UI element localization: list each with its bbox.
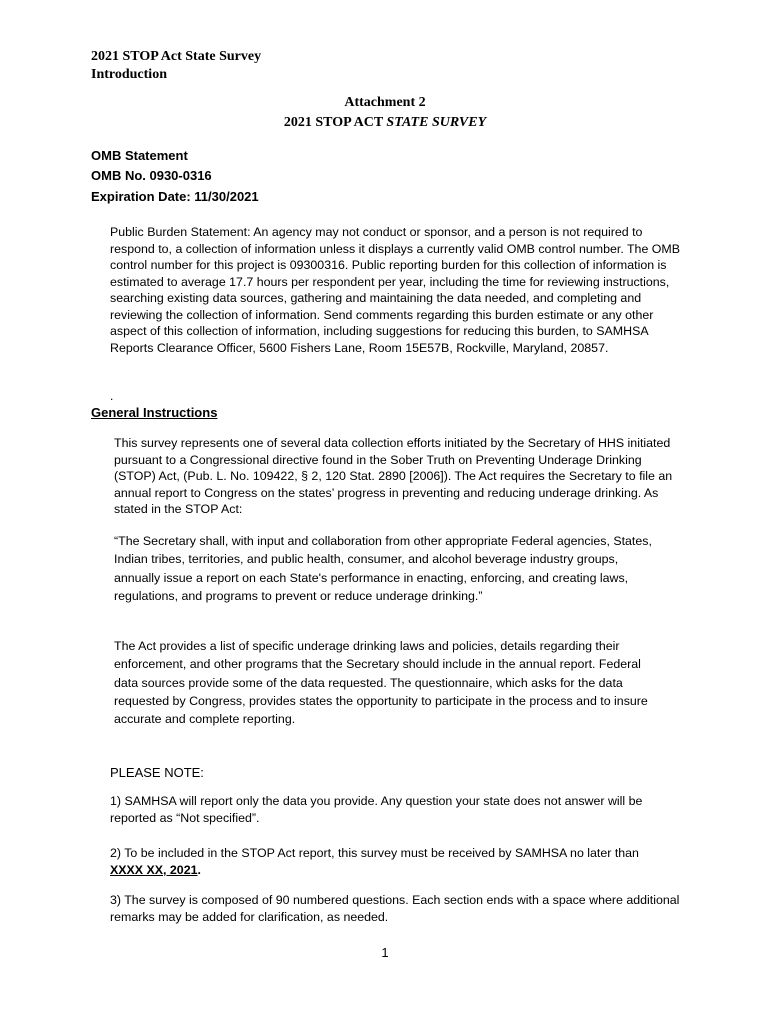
survey-subtitle: Introduction	[91, 67, 167, 82]
omb-number: OMB No. 0930-0316	[91, 168, 212, 183]
omb-statement-heading: OMB Statement	[91, 148, 188, 163]
general-instructions-heading: General Instructions	[91, 405, 218, 420]
note-1: 1) SAMHSA will report only the data you provide. Any question your state does not answer will be reported as “Not specified”.	[110, 794, 643, 825]
survey-title: 2021 STOP Act State Survey	[91, 49, 262, 64]
public-burden-statement: Public Burden Statement: An agency may not conduct or sponsor, and a person is not required to respond to, a collection of information unless it displays a currently valid OMB control number. The OMB control number for this project is 09300316. Public reporting burden for this collection of information is estimated to average 17.7 hours per respondent per year, including the time for reviewing instructions, searching existing data sources, gathering and maintaining the data needed, and completing and reviewing the collection of information. Send comments regarding this burden estimate or any other aspect of this collection of information, including suggestions for reducing this burden, to SAMHSA Reports Clearance Officer, 5600 Fishers Lane, Room 15E57B, Rockville, Maryland, 20857.	[110, 225, 681, 355]
attachment-title-prefix: 2021 STOP ACT	[283, 115, 387, 130]
stray-dot: .	[110, 389, 114, 403]
note-3: 3) The survey is composed of 90 numbered questions. Each section ends with a space where additional remarks may be added for clarification, as needed.	[110, 893, 680, 924]
general-instructions-paragraph-1: This survey represents one of several data collection efforts initiated by the Secretary of HHS initiated pursuant to a Congressional directive found in the Sober Truth on Preventing Underage Drinking (STOP) Act, (Pub. L. No. 109422, § 2, 120 Stat. 2890 [2006]). The Act requires the Secretary to file an annual report to Congress on the states’ progress in preventing and reducing underage drinking. As stated in the STOP Act:	[114, 436, 673, 516]
expiration-date: Expiration Date: 11/30/2021	[91, 189, 259, 204]
note-2-deadline: XXXX XX, 2021	[110, 862, 198, 877]
note-2	[110, 845, 670, 878]
attachment-title-italic: STATE SURVEY	[386, 115, 487, 130]
note-2-text: 2) To be included in the STOP Act report, this survey must be received by SAMHSA no later than	[110, 846, 639, 860]
general-instructions-paragraph-2: The Act provides a list of specific underage drinking laws and policies, details regarding their enforcement, and other programs that the Secretary should include in the annual report. Federal data sources provide some of the data requested. The questionnaire, which asks for the data requested by Congress, provides states the opportunity to participate in the process and to insure accurate and complete reporting.	[114, 639, 648, 727]
please-note-heading: PLEASE NOTE:	[110, 765, 204, 780]
page-number: 1	[381, 945, 389, 960]
attachment-title	[0, 113, 770, 133]
stop-act-quote: “The Secretary shall, with input and collaboration from other appropriate Federal agencies, States, Indian tribes, territories, and public health, consumer, and alcohol beverage industry groups, annually issue a report on each State's performance in enacting, enforcing, and creating laws, regulations, and programs to prevent or reduce underage drinking.”	[114, 534, 652, 603]
attachment-label: Attachment 2	[344, 95, 426, 110]
note-2-period: .	[197, 862, 201, 877]
